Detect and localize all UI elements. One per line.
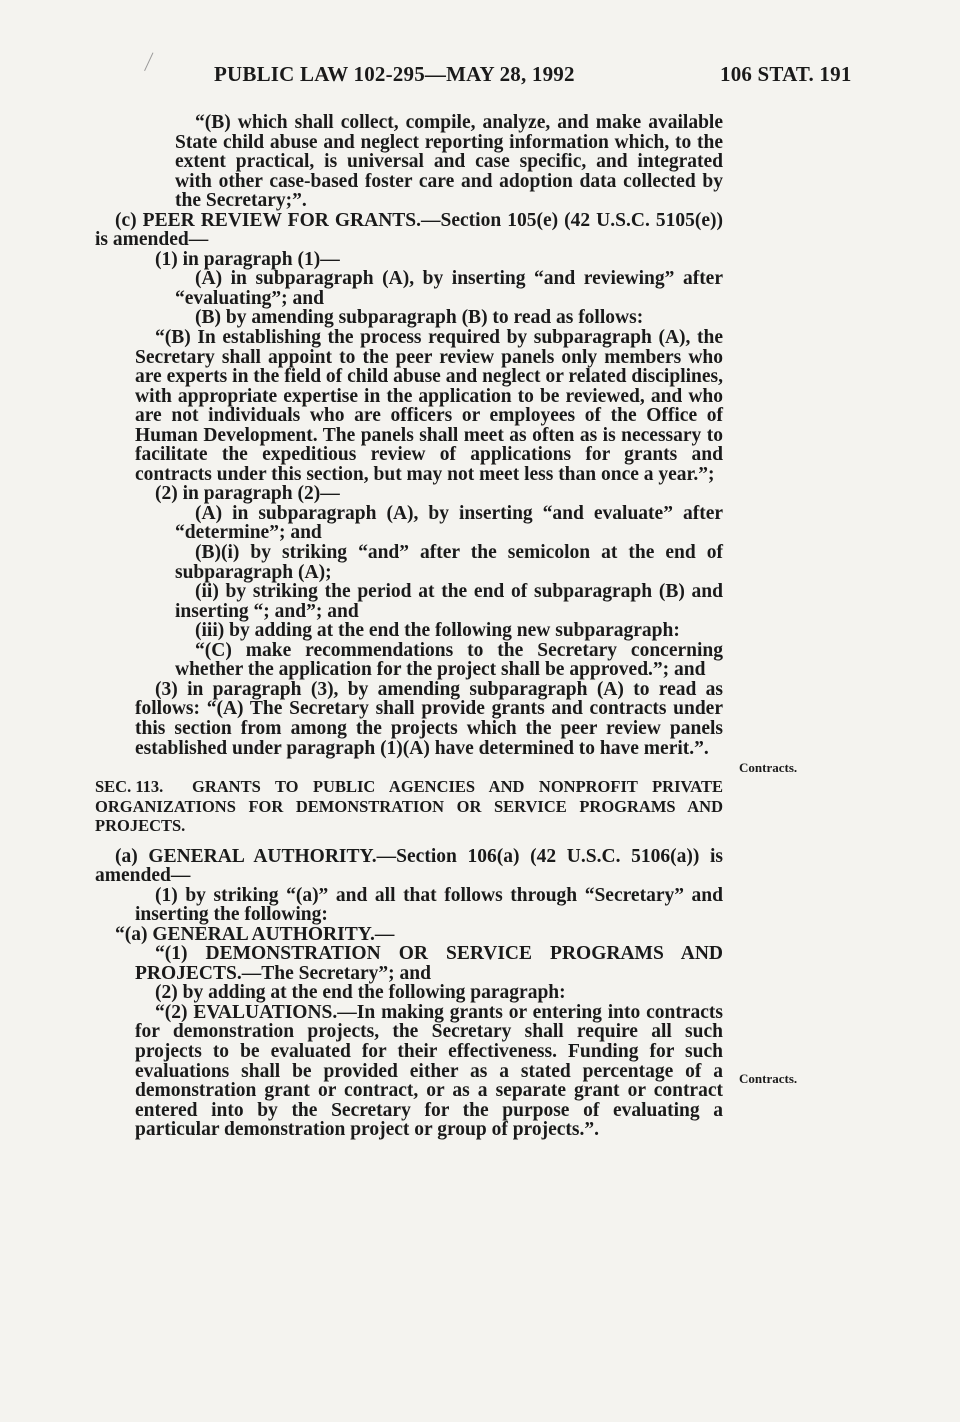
paragraph: (iii) by adding at the end the following new subparagraph:	[195, 620, 680, 642]
paragraph: “(2) EVALUATIONS.—In making grants or entering into contracts for demonstration projects, the Secretary shall require all such projects to be evaluated for their effectiveness. Funding for such evaluations shall be provided either as a stated percentage of a demonstration grant or contract, or as a separate grant or contract entered into by the Secretary for the purpose of evaluating a particular demonstration project or group of projects.”.	[135, 1001, 723, 1141]
paragraph: (A) in subparagraph (A), by inserting “and evaluate” after “determine”; and	[175, 502, 723, 544]
section-title: GRANTS TO PUBLIC AGENCIES AND NONPROFIT PRIVATE ORGANIZATIONS FOR DEMONSTRATION OR SERVICE PROGRAMS AND PROJECTS.	[95, 777, 723, 836]
margin-note-contracts: Contracts.	[739, 1071, 798, 1086]
section-heading	[95, 777, 723, 836]
document-body	[95, 113, 723, 1140]
paragraph: (1) by striking “(a)” and all that follows through “Secretary” and inserting the following:	[135, 884, 723, 926]
stat-citation: 106 STAT. 191	[720, 62, 852, 86]
paragraph: (ii) by striking the period at the end of subparagraph (B) and inserting “; and”; and	[175, 581, 723, 622]
paragraph: (1) in paragraph (1)—	[155, 248, 340, 270]
paragraph: (2) by adding at the end the following paragraph:	[155, 982, 566, 1004]
page-header	[0, 62, 960, 92]
paragraph: “(C) make recommendations to the Secretary concerning whether the application for the project shall be approved.”; and	[175, 639, 723, 681]
paragraph: “(B) In establishing the process required by subparagraph (A), the Secretary shall appoint to the peer review panels only members who are experts in the field of child abuse and neglect or related disciplines, with appropriate expertise in the application to be reviewed, and who are not individuals who are officers or employees of the Office of Human Development. The panels shall meet as often as is necessary to facilitate the expeditious review of applications for grants and contracts under this section, but may not meet less than once a year.”;	[135, 327, 723, 485]
margin-note-contracts: Contracts.	[739, 760, 798, 775]
paragraph: (A) in subparagraph (A), by inserting “and reviewing” after “evaluating”; and	[175, 268, 723, 309]
paragraph: “(1) DEMONSTRATION OR SERVICE PROGRAMS AND PROJECTS.—The Secretary”; and	[135, 943, 723, 984]
paragraph: (c) PEER REVIEW FOR GRANTS.—Section 105(e) (42 U.S.C. 5105(e)) is amended—	[95, 209, 723, 251]
law-citation: PUBLIC LAW 102-295—MAY 28, 1992	[214, 62, 575, 86]
paragraph: “(B) which shall collect, compile, analyze, and make available State child abuse and neglect reporting information which, to the extent practical, is universal and case specific, and integrated with other case-based foster care and adoption data collected by the Secretary;”.	[175, 112, 723, 212]
paragraph: (3) in paragraph (3), by amending subparagraph (A) to read as follows: “(A) The Secretary shall provide grants and contracts under this section from among the projects which the peer review panels established under paragraph (1)(A) have determined to have merit.”.	[135, 678, 723, 759]
paragraph: (a) GENERAL AUTHORITY.—Section 106(a) (42 U.S.C. 5106(a)) is amended—	[95, 845, 723, 887]
section-number: SEC. 113.	[95, 777, 164, 797]
paragraph: “(a) GENERAL AUTHORITY.—	[115, 923, 395, 945]
paragraph: (2) in paragraph (2)—	[155, 483, 340, 505]
paragraph: (B)(i) by striking “and” after the semicolon at the end of subparagraph (A);	[175, 542, 723, 583]
paragraph: (B) by amending subparagraph (B) to read as follows:	[195, 307, 644, 329]
